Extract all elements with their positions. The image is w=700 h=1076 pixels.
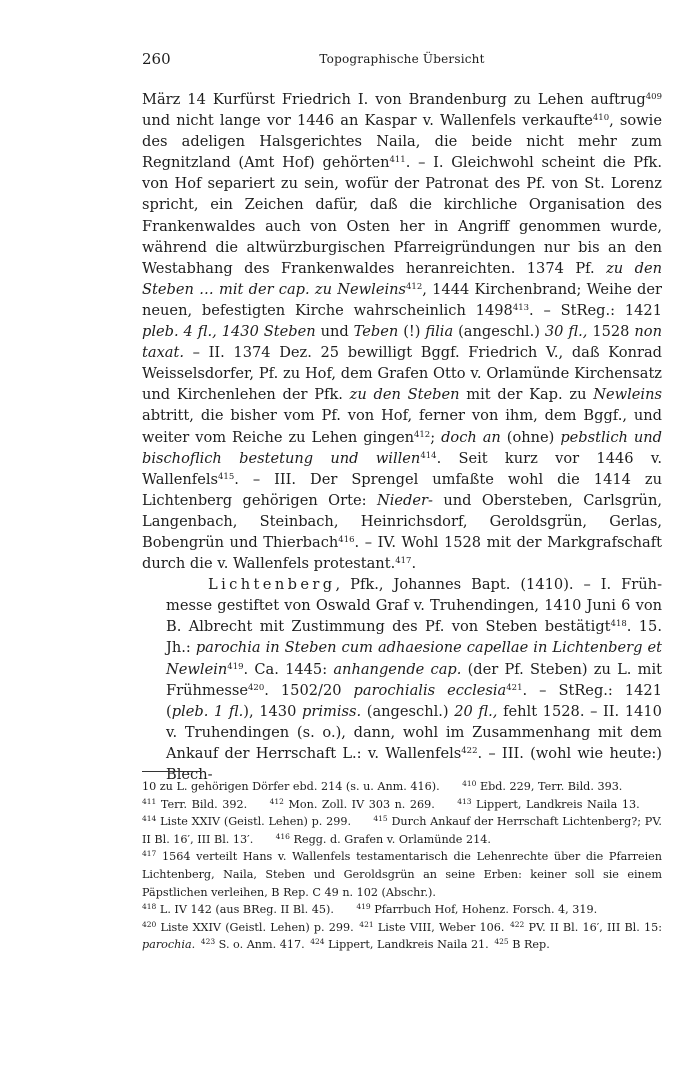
footnote-number: 414 [142,814,157,824]
footnote-text: Ebd. 229, Terr. Bild. 393. [476,780,623,793]
footnote-ref: 410 [592,113,610,124]
footnote-ref: 422 [461,745,478,756]
italic-run: Teben [353,323,399,341]
footnote-text: Mon. Zoll. IV 303 n. 269. [283,797,435,811]
text-run: , sowie des adeligen Halsgerichtes Naila, die beide nicht mehr zum Regnitzland (Amt Hof) gehörten [142,112,662,172]
text-run: . – III. Der Sprengel umfaßte wohl die 1414 zu Lichtenberg gehörigen Orte: [142,470,662,509]
footnote-text: PV. II Bl. 16′, III Bl. 15: [524,920,662,934]
footnote-number: 425 [494,937,509,947]
footnote-text: B Rep. [508,938,550,952]
text-run: abtritt, die bisher vom Pf. von Hof, ferner von ihm, dem Bggf., und weiter vom Reiche zu Lehen gingen [142,407,662,446]
text-run: März 14 Kurfürst Friedrich I. von Brandenburg zu Lehen auftrug [142,91,646,108]
footnote-ref: 413 [512,302,530,313]
text-run: , Pfk., Johannes Bapt. (1410). – I. Frühmesse gestiftet von Oswald Graf v. Truhendingen, 1410 Juni 6 von B. Albrecht mit Zustimmung des Pf. von Steben bestätigt [166,576,662,636]
paragraph-lichtenberg [142,574,662,785]
footnote-italic: parochia. [142,938,196,952]
text-run: und nicht lange vor 1446 an Kaspar v. Wallenfels verkaufte [142,112,593,130]
text-run: ; [430,428,442,446]
footnote-ref: 421 [506,682,523,693]
italic-run: parochia in Steben cum adhaesione capellae in Lichtenberg et Newlein [166,639,662,678]
text-run: . 15. Jh.: [166,618,662,657]
text-run: , 1444 Kirchenbrand; Weihe der neuen, befestigten Kirche wahrscheinlich 1498 [142,280,662,319]
footnote-text: Liste XXIV (Geistl. Lehen) p. 299. [156,920,354,934]
italic-run: Newleins [593,386,662,404]
footnote-text: Terr. Bild. 392. [156,797,248,811]
footnote-ref: 417 [395,556,412,567]
footnote-number: 417 [142,849,157,859]
place-heading: Lichtenberg [208,576,336,594]
text-run: 1528 [587,323,635,341]
main-text [142,89,662,785]
footnote-ref: 412 [406,281,423,292]
footnote-ref: 411 [389,155,406,166]
italic-run: anhangende cap. [333,660,462,678]
footnote-text: Liste VIII, Weber 106. [373,920,505,934]
italic-run: filia [425,323,454,341]
footnote-number: 423 [200,937,216,947]
text-run: . – I. Gleichwohl scheint die Pfk. von Hof separiert zu sein, wofür der Patronat des Pf. von St. Lorenz spricht, ein Zeichen dafür, daß die kirchliche Organisation des Frankenwaldes auch von Osten her in Angriff genommen wurde, während die altwürzburgischen Pfarreigründungen nur bis an den Westabhang des Frankenwaldes heranreichten. 1374 Pf. [142,154,662,277]
footnote-ref: 409 [645,92,662,102]
text-run: . – StReg.: 1421 ( [166,681,662,720]
footnote-text: Lippert, Landkreis Naila 13. [471,797,640,811]
footnote-text: Liste XXIV (Geistl. Lehen) p. 299. [156,815,351,829]
italic-run: pebstlich und bischoflich bestetung und willen [142,428,662,467]
footnote-text: Regg. d. Grafen v. Orlamünde 214. [289,832,491,846]
page-number: 260 [142,50,171,68]
text-run: – II. 1374 Dez. 25 bewilligt Bggf. Friedrich V., daß Konrad Weisselsdorfer, Pf. zu Hof, dem Grafen Otto v. Orlamünde Kirchensatz und Kirchenlehen der Pfk. [142,344,662,404]
page-header [142,50,662,70]
text-run: (ohne) [500,428,561,446]
footnote-line [142,901,662,919]
footnote-text: 1564 verteilt Hans v. Wallenfels testamentarisch die Lehenrechte über die Pfarreien Lichtenberg, Naila, Steben und Geroldsgrün an seine Erben: keiner soll sie einem Päpstlichen verleihen, B Rep. C 49 n. 102 (Abschr.). [142,850,662,899]
text-run: (angeschl.) [361,702,455,720]
text-run: ), 1430 [243,702,303,720]
footnote-text: L. IV 142 (aus BReg. II Bl. 45). [156,903,334,917]
footnote-text: S. o. Anm. 417. [215,938,305,952]
footnote-text: Durch Ankauf der Herrschaft Lichtenberg?; PV. II Bl. 16′, III Bl. 13′. [142,815,662,846]
italic-run: pleb. 1 fl. [171,702,244,720]
footnote-ref: 414 [420,450,437,461]
footnote-ref: 412 [413,429,431,440]
italic-run: doch an [441,428,501,446]
text-run: . – IV. Wohl 1528 mit der Markgrafschaft durch die v. Wallenfels protestant. [142,533,662,573]
paragraph-steben [142,89,662,574]
footnote-number: 415 [373,814,388,824]
footnote-number: 412 [269,796,284,806]
footnote-number: 422 [509,919,525,929]
text-run: . – StReg.: 1421 [529,301,662,319]
footnote-ref: 418 [610,619,627,630]
italic-run: Nieder- [376,491,433,509]
footnotes [142,778,662,954]
footnote-line [142,848,662,901]
text-run: . [411,555,417,573]
italic-run: pleb. 4 fl., 1430 Steben [142,323,316,341]
footnote-ref: 415 [218,471,235,482]
text-run: (!) [398,323,426,341]
footnote-number: 416 [275,831,290,841]
text-run: . Seit kurz vor 1446 v. Wallenfels [142,449,662,488]
italic-run: 20 fl., [454,702,498,720]
text-run: (der Pf. Steben) zu L. mit Frühmesse [166,660,663,699]
footnote-line [142,796,662,849]
text-run: . – III. (wohl wie heute:) Blech- [166,744,662,783]
text-run: . 1502/20 [264,681,354,699]
text-run: und Obersteben, Carlsgrün, Langenbach, Steinbach, Heinrichsdorf, Geroldsgrün, Gerlas, Bobengrün und Thierbach [142,491,662,551]
footnote-line [142,919,662,954]
footnote-number: 413 [457,796,472,806]
footnote-number: 424 [310,937,325,947]
italic-run: non taxat. [142,323,662,362]
italic-run: zu den Steben [349,386,460,404]
italic-run: zu den Steben … mit der cap. zu Newleins [142,259,663,298]
footnote-number: 411 [142,796,157,806]
footnote-ref: 419 [227,661,244,672]
footnote-line [142,778,662,796]
text-run: fehlt 1528. – II. 1410 v. Truhendingen (s. o.), dann, wohl im Zusammenhang mit dem Ankauf der Herrschaft L.: v. Wallenfels [166,702,662,762]
italic-run: parochialis ecclesia [353,681,507,699]
italic-run: 30 fl., [544,323,588,341]
text-run: mit der Kap. zu [459,386,594,404]
footnote-text: 10 zu L. gehörigen Dörfer ebd. 214 (s. u. Anm. 416). [142,780,440,793]
text-run: (angeschl.) [453,323,545,341]
footnote-number: 418 [142,902,157,912]
footnote-number: 410 [462,779,477,788]
footnote-text: Lippert, Landkreis Naila 21. [324,938,489,952]
footnote-number: 419 [356,902,371,912]
italic-run: primiss. [302,702,362,720]
text-run: . Ca. 1445: [243,660,334,678]
footnote-ref: 416 [338,534,355,545]
running-title: Topographische Übersicht [319,52,485,66]
footnote-text: Pfarrbuch Hof, Hohenz. Forsch. 4, 319. [370,903,598,917]
footnote-ref: 420 [248,682,265,693]
text-run: und [315,323,354,341]
footnote-number: 420 [142,919,157,929]
footnote-rule [142,771,200,772]
footnote-number: 421 [359,919,374,929]
